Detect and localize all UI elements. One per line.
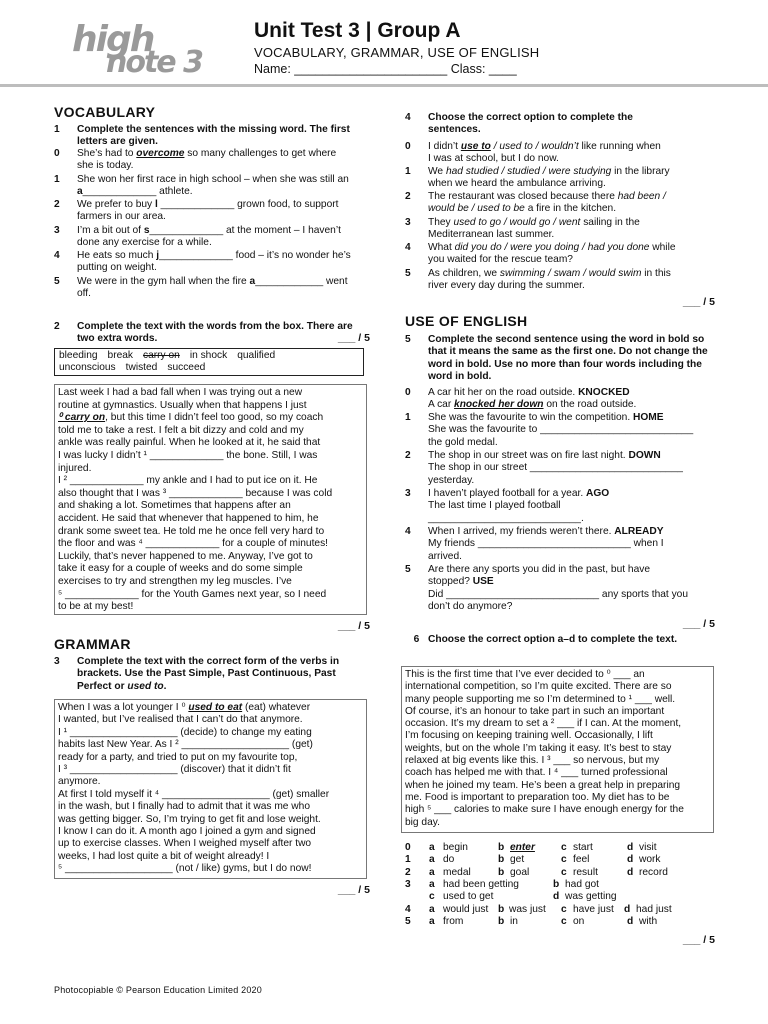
text-line: At first I told myself it ⁴ ___________________ (get) smaller [58, 788, 330, 800]
item-text: He eats so much j_____________ food – it’s no wonder he’s putting on weight. [77, 250, 351, 274]
grammar-choice-item [405, 141, 715, 166]
grammar-choice-item [405, 242, 715, 267]
grammar-heading: GRAMMAR [54, 636, 131, 652]
options-italic: had been / [617, 191, 666, 202]
word-option: in shock [189, 350, 228, 361]
option-d: with [639, 915, 658, 927]
item-number: 3 [405, 217, 411, 228]
exercise-5-instruction: 5 Complete the second sentence using the word in bold so that it means the same as the first one. Do not change the word in bold. Use no more than four words including the word in bold. [405, 334, 708, 383]
first-sentence: Are there any sports you did in the past, but have [428, 564, 650, 575]
second-sentence: A car knocked her down on the road outside. [428, 399, 637, 411]
option-letter: c [561, 842, 567, 853]
first-sentence: A car hit her on the road outside. KNOCKED [428, 387, 630, 398]
exercise-6-text-box [401, 666, 714, 833]
options-italic: used to go / would go / went [453, 217, 581, 228]
text-line: weights, but on the whole I’m taking it easy. It’s best to stay [405, 742, 672, 754]
vocab-item [54, 250, 354, 275]
key-word: AGO [586, 488, 610, 499]
text-line: told me to take a rest. I felt a bit dizzy and cold and my [58, 424, 304, 436]
item-answer: overcome [136, 148, 185, 159]
transformation-item [405, 412, 715, 449]
option-letter: d [627, 842, 634, 853]
option-letter: d [624, 903, 631, 915]
text-line: I ³ ___________________ (discover) that it didn’t fit [58, 763, 291, 775]
text-line: weeks, I had lost quite a bit of weight already! I [58, 850, 270, 862]
grammar-choice-item [405, 166, 715, 191]
item-number: 1 [405, 412, 411, 423]
item-number: 3 [54, 225, 60, 236]
example-answer: used to eat [188, 702, 243, 713]
transformation-item [405, 564, 715, 614]
item-number: 5 [54, 276, 60, 287]
option-letter: c [429, 891, 435, 903]
item-text [428, 564, 715, 614]
vocabulary-heading: VOCABULARY [54, 104, 156, 120]
first-sentence: The shop in our street was on fire last night. DOWN [428, 450, 661, 461]
grammar-choice-item [405, 217, 715, 242]
item-line: Mediterranean last summer. [428, 229, 555, 241]
option-letter: a [429, 915, 435, 927]
option-letter: d [553, 891, 560, 903]
text-line: Of course, it’s an honour to take part in such an important [405, 705, 665, 717]
option-letter: a [429, 903, 435, 915]
text-line: I know I can do it. A month ago I joined a gym and signed [58, 825, 316, 837]
example-answer: knocked her down [454, 399, 544, 411]
text-line: exercises to try and strengthen my leg muscles. I’ve [58, 575, 292, 587]
text-line: to be at my best! [58, 601, 134, 613]
option-letter: b [498, 915, 505, 927]
option-c: feel [573, 854, 590, 866]
option-letter: b [498, 854, 505, 866]
item-number: 4 [54, 250, 60, 261]
exercise-1-score: ___ / 5 [337, 332, 370, 344]
page-title: Unit Test 3 | Group A [254, 19, 461, 42]
item-text [428, 526, 715, 563]
second-sentence: Did ___________________________ any sports that you [428, 588, 689, 600]
key-word: ALREADY [614, 526, 664, 537]
option-c: have just [573, 903, 614, 915]
option-a: begin [443, 842, 468, 853]
option-b: enter [510, 842, 535, 853]
text-line: take it easy for a couple of weeks and do some simple [58, 563, 303, 575]
text-line: routine at gymnastics. Usually when that happens I just [58, 399, 307, 411]
option-c: start [573, 842, 593, 853]
transformation-item [405, 526, 715, 563]
second-sentence-cont: the gold medal. [428, 436, 498, 448]
option-d: visit [639, 842, 657, 853]
second-sentence-cont: ___________________________. [428, 512, 584, 524]
text-line: up to exercise classes. When I weighed myself after two [58, 838, 312, 850]
word-box [54, 348, 364, 376]
item-text [428, 268, 715, 293]
use-of-english-heading: USE OF ENGLISH [405, 313, 528, 329]
text-line: when he joined my team. He’s been a great help in preparing [405, 779, 681, 791]
option-a: would just [443, 903, 489, 915]
transformation-item [405, 450, 715, 487]
exercise-4-score: ___ / 5 [682, 296, 715, 308]
first-sentence: When I arrived, my friends weren’t there. ALREADY [428, 526, 664, 537]
first-sentence: I haven’t played football for a year. AGO [428, 488, 610, 499]
text-line: occasion. It’s my dream to set a ² ___ if I can. At the moment, [405, 718, 682, 730]
second-sentence-cont: don’t do anymore? [428, 601, 513, 613]
exercise-2-score: ___ / 5 [337, 620, 370, 632]
option-number: 5 [405, 915, 411, 927]
text-line: in the wash, but I finally had to admit that it was me who [58, 801, 310, 813]
item-text: I’m a bit out of s_____________ at the moment – I haven’t done any exercise for a while. [77, 225, 341, 249]
text-line: ready for a party, and tried to put on my favourite top, [58, 751, 298, 763]
item-number: 5 [405, 564, 411, 575]
item-line: I was at school, but I do now. [428, 153, 559, 165]
option-letter: d [627, 854, 634, 866]
item-number: 2 [405, 191, 411, 202]
text-line: I ² _____________ my ankle and I had to put ice on it. He [58, 475, 318, 487]
vocab-item [54, 199, 354, 224]
item-text: She won her first race in high school – when she was still an a_____________ athlete. [77, 174, 349, 198]
page-header [0, 0, 768, 86]
example-answer: use to [460, 141, 491, 152]
item-line: The restaurant was closed because there had been / [428, 191, 666, 202]
high-note-logo: high note 3 [72, 19, 202, 80]
item-line: What did you do / were you doing / had you done while [428, 242, 676, 253]
example-answer: ⁰ carry on [58, 412, 106, 424]
text-line: This is the first time that I’ve ever decided to ⁰ ___ an [405, 669, 645, 680]
item-number: 2 [405, 450, 411, 461]
item-line: We had studied / studied / were studying in the library [428, 166, 670, 177]
option-a: from [443, 915, 464, 927]
item-answer: a [77, 186, 83, 198]
item-number: 0 [405, 141, 411, 152]
option-letter: a [429, 854, 435, 866]
text-line: Last week I had a bad fall when I was trying out a new [58, 387, 303, 398]
exercise-6-instruction: 6 Choose the correct option a–d to complete the text. [413, 634, 678, 645]
item-line: when we heard the ambulance arriving. [428, 178, 606, 190]
second-sentence-cont: arrived. [428, 550, 462, 562]
option-c: used to get [443, 891, 494, 903]
key-word: USE [472, 576, 494, 588]
name-class-line: Name: ______________________ Class: ____ [254, 61, 517, 76]
text-line: the floor and was ⁴ _____________ for a couple of minutes! [58, 538, 329, 550]
item-line: you waited for the rescue team? [428, 254, 573, 266]
option-letter: a [429, 878, 435, 890]
option-d: was getting [565, 891, 617, 903]
text-line: me. Food is important to preparation too. My diet has to be [405, 791, 670, 803]
text-line: injured. [58, 462, 92, 474]
item-number: 3 [405, 488, 411, 499]
word-option: unconscious [59, 362, 116, 374]
option-c: on [573, 915, 585, 927]
options-italic: / used to / wouldn’t [490, 141, 579, 152]
text-line: accident. He said that whenever that happened to him, he [58, 512, 319, 524]
item-line: They used to go / would go / went sailing in the [428, 217, 640, 228]
item-line: As children, we swimming / swam / would swim in this [428, 268, 671, 279]
item-text [428, 488, 715, 525]
word-option: break [107, 350, 134, 361]
item-number: 0 [54, 148, 60, 159]
vocab-item [54, 225, 354, 250]
item-text [428, 141, 715, 166]
item-line: I didn’t use to / used to / wouldn’t like running when [428, 141, 661, 152]
item-text [428, 166, 715, 191]
option-letter: d [627, 866, 634, 878]
item-answer: a [249, 276, 256, 287]
grammar-choice-item [405, 191, 715, 216]
word-option: bleeding [59, 350, 98, 361]
option-a: had been getting [443, 878, 519, 890]
option-number: 0 [405, 842, 411, 853]
item-text: We prefer to buy l _____________ grown food, to support farmers in our area. [77, 199, 339, 223]
text-line: I wanted, but I’ve realised that I can’t do that anymore. [58, 714, 303, 726]
item-text [428, 450, 715, 487]
option-b: get [510, 854, 525, 866]
vocab-item [54, 148, 354, 173]
text-line: and shaking a lot. Sometimes that happens after an [58, 500, 291, 512]
text-line: was getting bigger. So, I’m trying to get fit and lose weight. [58, 813, 321, 825]
text-line: high ⁵ ___ calories to make sure I have enough energy for the [405, 804, 684, 816]
exercise-6-score: ___ / 5 [682, 934, 715, 946]
key-word: KNOCKED [578, 387, 630, 398]
text-line: ⁵ _____________ for the Youth Games next year, so I need [58, 588, 327, 600]
option-letter: b [553, 878, 560, 890]
item-text [428, 412, 715, 449]
options-italic: did you do / were you doing / had you done [454, 242, 650, 253]
option-letter: a [429, 842, 435, 853]
option-letter: a [429, 866, 435, 878]
option-letter: c [561, 866, 567, 878]
exercise-4-instruction: 4 Choose the correct option to complete the sentences. [405, 112, 633, 136]
option-d: work [639, 854, 661, 866]
item-number: 5 [405, 268, 411, 279]
item-answer: l [154, 199, 158, 210]
word-option: carry on [143, 350, 180, 361]
exercise-3-score: ___ / 5 [337, 884, 370, 896]
text-line: ⁰ carry on, but this time I didn’t feel too good, so my coach [58, 412, 324, 424]
second-sentence: My friends ___________________________ when I [428, 538, 664, 550]
second-sentence: She was the favourite to ___________________________ [428, 424, 694, 436]
exercise-5-score: ___ / 5 [682, 618, 715, 630]
text-line: ankle was really painful. When he looked at it, he said that [58, 437, 321, 449]
word-option: twisted [125, 362, 158, 374]
option-a: do [443, 854, 455, 866]
title-block [254, 20, 539, 77]
word-option: succeed [167, 362, 206, 374]
exercise-3-instruction: 3 Complete the text with the correct form of the verbs in brackets. Use the Past Simple, Past Continuous, Past Perfect or used to. [54, 656, 340, 692]
text-line: When I was a lot younger I ⁰ used to eat (eat) whatever [58, 702, 311, 713]
item-line: river every day during the summer. [428, 280, 585, 292]
options-italic: would be / used to be [428, 203, 525, 215]
option-letter: c [561, 903, 567, 915]
page-subtitle: VOCABULARY, GRAMMAR, USE OF ENGLISH [254, 45, 540, 60]
first-sentence-cont: stopped? USE [428, 576, 494, 588]
option-d: had just [636, 903, 672, 915]
item-number: 2 [54, 199, 60, 210]
key-word: DOWN [628, 450, 661, 461]
option-c: result [573, 866, 598, 878]
option-number: 3 [405, 878, 411, 890]
option-a: medal [443, 866, 471, 878]
option-letter: b [498, 866, 505, 878]
option-b: goal [510, 866, 530, 878]
item-text [428, 217, 715, 242]
item-line: would be / used to be a fire in the kitchen. [428, 203, 617, 215]
second-sentence: The last time I played football [428, 500, 561, 512]
word-option: qualified [237, 350, 276, 361]
transformation-item [405, 387, 715, 412]
vocab-item [54, 276, 354, 301]
text-line: Luckily, that’s never happened to me. Anyway, I’ve got to [58, 550, 313, 562]
options-italic: had studied / studied / were studying [445, 166, 612, 177]
option-letter: d [627, 915, 634, 927]
grammar-choice-item [405, 268, 715, 293]
text-line: international competition, so I’m quite excited. There are so [405, 681, 672, 693]
option-b: in [510, 915, 518, 927]
item-text: She’s had to overcome so many challenges to get where she is today. [77, 148, 337, 172]
text-line: ⁵ ___________________ (not / like) gyms, but I do now! [58, 863, 312, 875]
text-line: relaxed at big events like this. I ³ ___ so nervous, but my [405, 755, 660, 767]
second-sentence-cont: yesterday. [428, 474, 475, 486]
second-sentence: The shop in our street ___________________________ [428, 462, 683, 474]
item-number: 1 [405, 166, 411, 177]
item-number: 0 [405, 387, 411, 398]
exercise-2-text-box [54, 384, 367, 615]
exercise-1-instruction: 1 Complete the sentences with the missing word. The first letters are given. [54, 124, 350, 148]
header-divider [0, 84, 768, 87]
item-number: 1 [54, 174, 60, 185]
item-number: 4 [405, 526, 411, 537]
option-letter: b [498, 903, 505, 915]
footer-copyright: Photocopiable © Pearson Education Limited 2020 [54, 985, 262, 995]
text-line: big day. [405, 816, 440, 828]
option-number: 4 [405, 903, 411, 915]
text-line: drank some sweet tea. He told me he once fell very hard to [58, 525, 325, 537]
text-line: habits last New Year. As I ² ___________________ (get) [58, 739, 313, 751]
key-word: HOME [633, 412, 664, 423]
option-b: was just [509, 903, 546, 915]
first-sentence: She was the favourite to win the competition. HOME [428, 412, 664, 423]
text-line: also thought that I was ³ _____________ because I was cold [58, 487, 333, 499]
item-text [428, 191, 715, 216]
item-text: We were in the gym hall when the fire a____________ went off. [77, 276, 348, 300]
item-answer: s [143, 225, 150, 236]
text-line: coach has helped me with that. I ⁴ ___ turned professional [405, 767, 668, 779]
exercise-2-instruction: 2 Complete the text with the words from the box. There are two extra words. [54, 321, 353, 345]
option-number: 1 [405, 854, 411, 866]
options-italic: swimming / swam / would swim [499, 268, 642, 279]
exercise-3-text-box [54, 699, 367, 879]
text-line: I ¹ ___________________ (decide) to change my eating [58, 726, 312, 738]
item-answer: j [156, 250, 160, 261]
option-letter: c [561, 915, 567, 927]
text-line: many people supporting me so I’m determined to ¹ ___ well. [405, 693, 676, 705]
option-letter: b [498, 842, 505, 853]
transformation-item [405, 488, 715, 525]
option-b: had got [565, 878, 599, 890]
vocab-item [54, 174, 354, 199]
option-number: 2 [405, 866, 411, 878]
option-d: record [639, 866, 668, 878]
option-letter: c [561, 854, 567, 866]
text-line: anymore. [58, 776, 101, 788]
text-line: I was lucky I didn’t ¹ _____________ the bone. Still, I was [58, 449, 318, 461]
item-text [428, 242, 715, 267]
text-line: I’m focusing on keeping training well. Occasionally, I lift [405, 730, 653, 742]
item-number: 4 [405, 242, 411, 253]
item-text [428, 387, 715, 412]
